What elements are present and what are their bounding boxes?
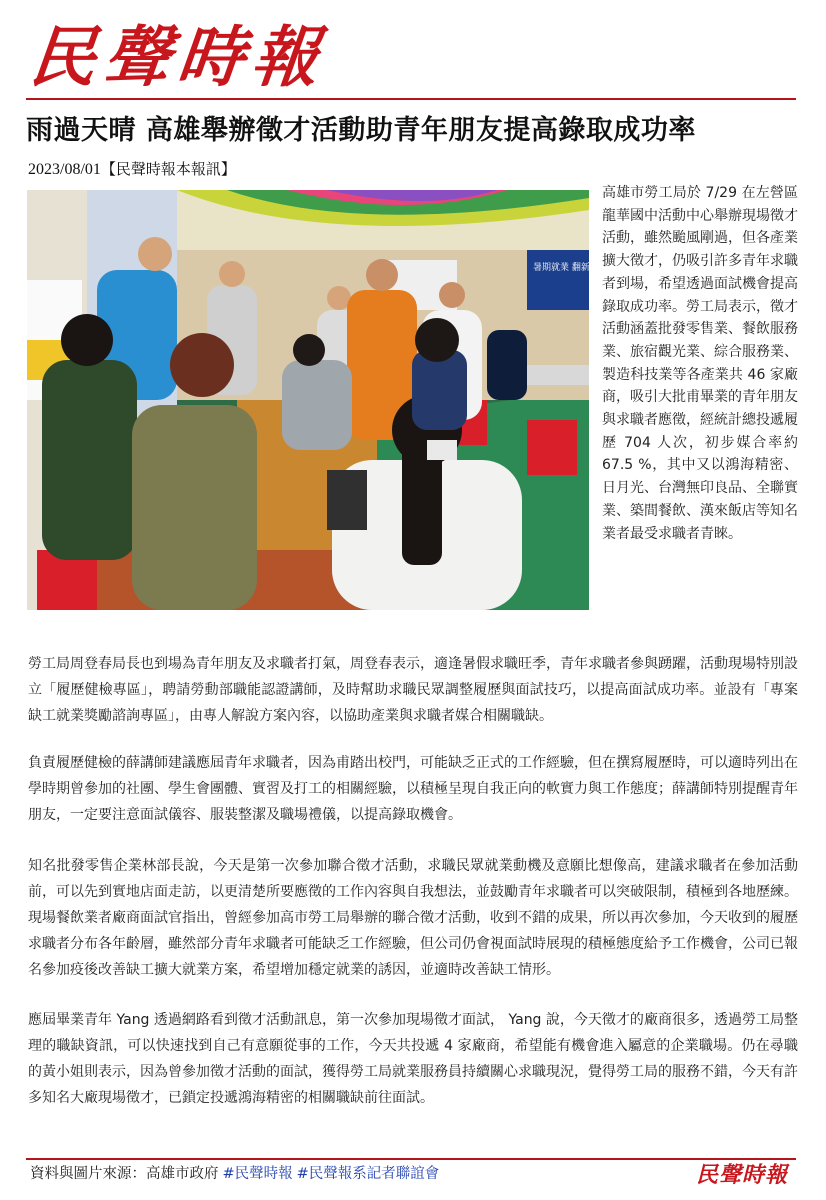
article-date: 2023/08/01 xyxy=(28,161,101,178)
article-paragraph: 勞工局周登春局長也到場為青年朋友及求職者打氣，周登春表示，適逢暑假求職旺季，青年求職者參與踴躍，活動現場特別設立「履歷健檢專區」，聘請勞動部職能認證講師，及時幫助求職民眾調整履歷與面試技巧，以提高面試成功率。並設有「專案缺工就業獎勵諮詢專區」，由專人解說方案內容，以協助產業與求職者媒合相關職缺。 xyxy=(28,656,798,724)
article-dateline xyxy=(28,158,236,181)
footer-logo: 民聲時報 xyxy=(696,1162,789,1188)
footer-divider xyxy=(26,1158,796,1160)
photo-sign-text: 暑期就業 翻新科技 公司-高雄 xyxy=(533,263,650,273)
footer-hashtag-press-club[interactable]: #民聲報系記者聯誼會 xyxy=(296,1166,440,1182)
article-paragraph: 知名批發零售企業林部長說，今天是第一次參加聯合徵才活動，求職民眾就業動機及意願比想像高，建議求職者在參加活動前，可以先到實地店面走訪，以更清楚所要應徵的工作內容與自我想法，並鼓勵青年求職者可以突破限制，積極到各地歷練。現場餐飲業者廠商面試官指出，曾經參加高市勞工局舉辦的聯合徵才活動，收到不錯的成果，所以再次參加，今天收到的履歷求職者分布各年齡層，雖然部分青年求職者可能缺乏工作經驗，但公司仍會視面試時展現的積極態度給予工作機會，公司已報名參加疫後改善缺工擴大就業方案，希望增加穩定就業的誘因，並適時改善缺工情形。 xyxy=(28,858,798,978)
footer-hashtag-newspaper[interactable]: #民聲時報 xyxy=(222,1166,293,1182)
article-headline: 雨過天晴 高雄舉辦徵才活動助青年朋友提高錄取成功率 xyxy=(26,115,696,146)
article-photo xyxy=(27,190,650,610)
article-paragraph: 應屆畢業青年 Yang 透過網路看到徵才活動訊息，第一次參加現場徵才面試， Yang 說，今天徵才的廠商很多，透過勞工局整理的職缺資訊，可以快速找到自己有意願從事的工作，今天共投遞 4 家廠商，希望能有機會進入屬意的企業職場。仍在尋職的黃小姐則表示，因為曾參加徵才活動的面試，獲得勞工局就業服務員持續關心求職現況，覺得勞工局的服務不錯，今天有許多知名大廠現場徵才，已鎖定投遞鴻海精密的相關職缺前往面試。 xyxy=(28,1012,798,1106)
masthead-logo xyxy=(25,18,370,96)
header-divider xyxy=(26,98,796,100)
footer-source xyxy=(30,1162,439,1186)
article-source-tag: 【民聲時報本報訊】 xyxy=(100,160,236,178)
article-paragraph: 負責履歷健檢的薛講師建議應屆青年求職者，因為甫踏出校門，可能缺乏正式的工作經驗，但在撰寫履歷時，可以適時列出在學時期曾參加的社團、學生會團體、實習及打工的相關經驗，以積極呈現自我正向的軟實力與工作態度；薛講師特別提醒青年朋友，一定要注意面試儀容、服裝整潔及職場禮儀，以提高錄取機會。 xyxy=(28,755,798,823)
lead-paragraph: 高雄市勞工局於 7/29 在左營區龍華國中活動中心舉辦現場徵才活動，雖然颱風剛過，但各產業擴大徵才，仍吸引許多青年求職者到場，希望透過面試機會提高錄取成功率。勞工局表示，徵才活動涵蓋批發零售業、餐飲服務業、旅宿觀光業、綜合服務業、製造科技業等各產業共 46 家廠商，吸引大批甫畢業的青年朋友與求職者應徵，經統計總投遞履歷 704 人次，初步媒合率約 67.5 %，其中又以鴻海精密、日月光、台灣無印良品、全聯實業、築間餐飲、漢來飯店等知名業者最受求職者青睞。 xyxy=(602,185,798,542)
footer-source-label: 資料與圖片來源：高雄市政府 xyxy=(30,1166,219,1182)
masthead-logo-text: 民聲時報 xyxy=(25,18,331,96)
